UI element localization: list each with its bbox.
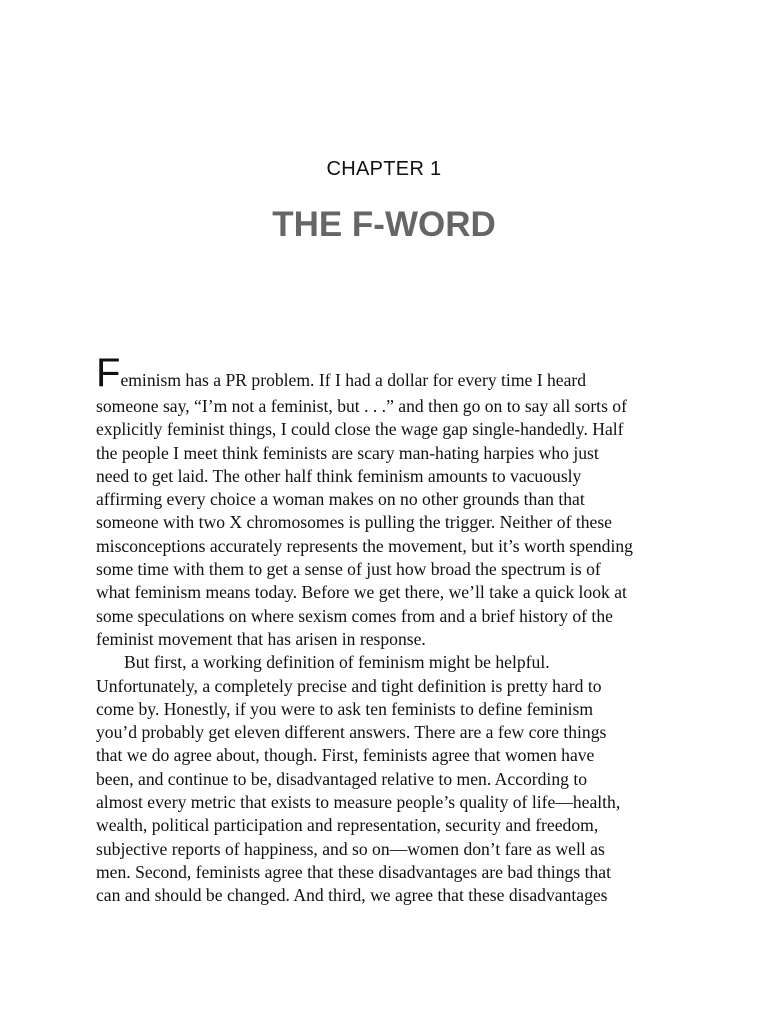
- text-line: someone with two X chromosomes is pulling the trigger. Neither of these: [96, 512, 612, 533]
- text-line: But first, a working definition of feminism might be helpful.: [124, 652, 550, 673]
- text-line: come by. Honestly, if you were to ask ten feminists to define feminism: [96, 698, 594, 719]
- text-line: the people I meet think feminists are scary man-hating harpies who just: [96, 442, 599, 463]
- text-line: feminist movement that has arisen in response.: [96, 628, 426, 649]
- text-line: [96, 351, 676, 395]
- body-text: [96, 351, 676, 908]
- text-line: affirming every choice a woman makes on no other grounds than that: [96, 489, 585, 510]
- text-line: been, and continue to be, disadvantaged relative to men. According to: [96, 768, 588, 789]
- text-line: some time with them to get a sense of just how broad the spectrum is of: [96, 559, 601, 580]
- text-line: what feminism means today. Before we get there, we’ll take a quick look at: [96, 582, 627, 603]
- text-line: some speculations on where sexism comes from and a brief history of the: [96, 605, 613, 626]
- chapter-title: THE F-WORD: [272, 205, 496, 244]
- text-line-content: eminism has a PR problem. If I had a dollar for every time I heard: [120, 370, 587, 390]
- text-line: men. Second, feminists agree that these disadvantages are bad things that: [96, 861, 611, 882]
- text-line: that we do agree about, though. First, feminists agree that women have: [96, 745, 595, 766]
- text-line: misconceptions accurately represents the movement, but it’s worth spending: [96, 535, 633, 556]
- text-line: can and should be changed. And third, we agree that these disadvantages: [96, 885, 608, 906]
- chapter-label: CHAPTER 1: [326, 158, 442, 180]
- text-line: wealth, political participation and representation, security and freedom,: [96, 815, 599, 836]
- text-line: need to get laid. The other half think feminism amounts to vacuously: [96, 465, 582, 486]
- text-line: someone say, “I’m not a feminist, but . . .” and then go on to say all sorts of: [96, 396, 627, 416]
- drop-cap: F: [96, 351, 121, 395]
- text-line: you’d probably get eleven different answers. There are a few core things: [96, 722, 607, 743]
- paragraph-2: [96, 651, 676, 907]
- text-line: Unfortunately, a completely precise and tight definition is pretty hard to: [96, 675, 602, 696]
- text-line: explicitly feminist things, I could close the wage gap single-handedly. Half: [96, 419, 624, 440]
- paragraph-1: [96, 351, 676, 651]
- text-line: subjective reports of happiness, and so on—women don’t fare as well as: [96, 838, 605, 859]
- text-line: almost every metric that exists to measure people’s quality of life—health,: [96, 792, 621, 813]
